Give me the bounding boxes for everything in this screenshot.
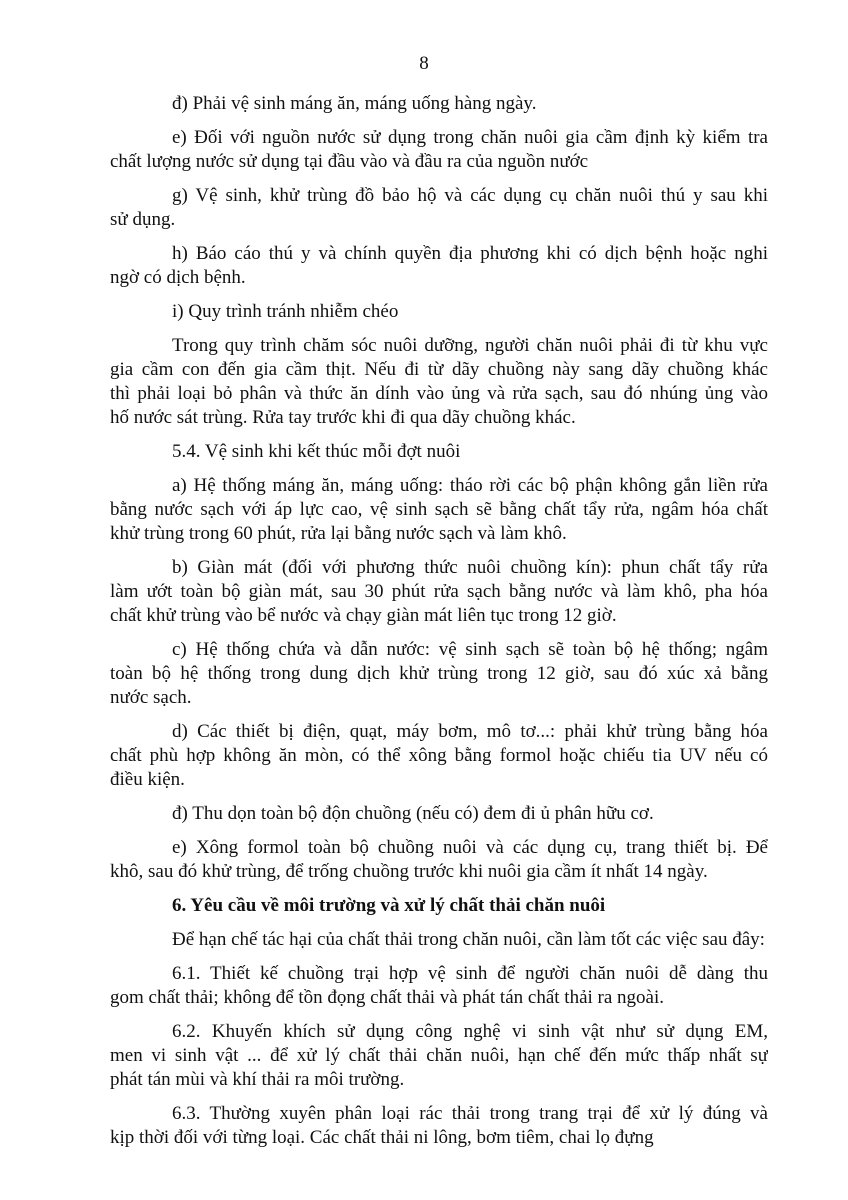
paragraph xyxy=(110,720,768,792)
text-line: hố nước sát trùng. Rửa tay trước khi đi qua dãy chuồng khác. xyxy=(110,407,576,428)
paragraph xyxy=(110,334,768,430)
paragraph xyxy=(110,1020,768,1092)
text-line: kịp thời đối với từng loại. Các chất thải ni lông, bơm tiêm, chai lọ đựng xyxy=(110,1127,654,1148)
page-number: 8 xyxy=(419,53,429,74)
text-line: chất khử trùng vào bể nước và chạy giàn mát liên tục trong 12 giờ. xyxy=(110,605,617,626)
text-line: chất lượng nước sử dụng tại đầu vào và đầu ra của nguồn nước xyxy=(110,151,589,172)
text-line: Trong quy trình chăm sóc nuôi dưỡng, người chăn nuôi phải đi từ khu vực xyxy=(172,335,768,356)
paragraph xyxy=(110,242,768,290)
paragraph xyxy=(110,126,768,174)
text-line: 6.2. Khuyến khích sử dụng công nghệ vi sinh vật như sử dụng EM, xyxy=(172,1021,768,1042)
text-line: sử dụng. xyxy=(110,209,176,230)
text-line: 5.4. Vệ sinh khi kết thúc mỗi đợt nuôi xyxy=(172,441,461,462)
text-line: d) Các thiết bị điện, quạt, máy bơm, mô tơ...: phải khử trùng bằng hóa xyxy=(172,721,768,742)
paragraph xyxy=(110,184,768,232)
paragraph xyxy=(110,638,768,710)
paragraph xyxy=(110,556,768,628)
text-line: làm ướt toàn bộ giàn mát, sau 30 phút rửa sạch bằng nước và làm khô, pha hóa xyxy=(110,581,768,602)
text-line: phát tán mùi và khí thải ra môi trường. xyxy=(110,1069,405,1090)
paragraph xyxy=(110,802,768,826)
paragraph xyxy=(110,440,768,464)
text-line: đ) Thu dọn toàn bộ độn chuồng (nếu có) đem đi ủ phân hữu cơ. xyxy=(172,803,654,824)
text-line: toàn bộ hệ thống trong dung dịch khử trùng trong 12 giờ, sau đó xúc xả bằng xyxy=(110,663,768,684)
text-line: c) Hệ thống chứa và dẫn nước: vệ sinh sạch sẽ toàn bộ hệ thống; ngâm xyxy=(172,639,768,660)
text-line: 6. Yêu cầu về môi trường và xử lý chất thải chăn nuôi xyxy=(172,895,606,916)
document-body xyxy=(110,92,768,1160)
text-line: g) Vệ sinh, khử trùng đồ bảo hộ và các dụng cụ chăn nuôi thú y sau khi xyxy=(172,185,768,206)
text-line: e) Đối với nguồn nước sử dụng trong chăn nuôi gia cầm định kỳ kiểm tra xyxy=(172,127,768,148)
text-line: gom chất thải; không để tồn đọng chất thải và phát tán chất thải ra ngoài. xyxy=(110,987,665,1008)
paragraph xyxy=(110,92,768,116)
text-line: ngờ có dịch bệnh. xyxy=(110,267,246,288)
text-line: b) Giàn mát (đối với phương thức nuôi chuồng kín): phun chất tẩy rửa xyxy=(172,557,768,578)
text-line: 6.3. Thường xuyên phân loại rác thải trong trang trại để xử lý đúng và xyxy=(172,1103,768,1124)
text-line: điều kiện. xyxy=(110,769,185,790)
text-line: khử trùng trong 60 phút, rửa lại bằng nước sạch và làm khô. xyxy=(110,523,567,544)
text-line: đ) Phải vệ sinh máng ăn, máng uống hàng ngày. xyxy=(172,93,537,114)
text-line: chất phù hợp không ăn mòn, có thể xông bằng formol hoặc chiếu tia UV nếu có xyxy=(110,745,768,766)
paragraph xyxy=(110,836,768,884)
paragraph xyxy=(110,474,768,546)
paragraph xyxy=(110,1102,768,1150)
paragraph xyxy=(110,928,768,952)
text-line: h) Báo cáo thú y và chính quyền địa phương khi có dịch bệnh hoặc nghi xyxy=(172,243,768,264)
text-line: thì phải loại bỏ phân và thức ăn dính vào ủng và rửa sạch, sau đó nhúng ủng vào xyxy=(110,383,768,404)
text-line: e) Xông formol toàn bộ chuồng nuôi và các dụng cụ, trang thiết bị. Để xyxy=(172,837,768,858)
text-line: nước sạch. xyxy=(110,687,192,708)
text-line: khô, sau đó khử trùng, để trống chuồng trước khi nuôi gia cầm ít nhất 14 ngày. xyxy=(110,861,708,882)
section-heading xyxy=(110,894,768,918)
text-line: Để hạn chế tác hại của chất thải trong chăn nuôi, cần làm tốt các việc sau đây: xyxy=(172,929,765,950)
text-line: 6.1. Thiết kế chuồng trại hợp vệ sinh để người chăn nuôi dễ dàng thu xyxy=(172,963,768,984)
paragraph xyxy=(110,300,768,324)
text-line: bằng nước sạch với áp lực cao, vệ sinh sạch sẽ bằng chất tẩy rửa, ngâm hóa chất xyxy=(110,499,768,520)
text-line: i) Quy trình tránh nhiễm chéo xyxy=(172,301,399,322)
paragraph xyxy=(110,962,768,1010)
text-line: men vi sinh vật ... để xử lý chất thải chăn nuôi, hạn chế đến mức thấp nhất sự xyxy=(110,1045,768,1066)
text-line: gia cầm con đến gia cầm thịt. Nếu đi từ dãy chuồng này sang dãy chuồng khác xyxy=(110,359,768,380)
text-line: a) Hệ thống máng ăn, máng uống: tháo rời các bộ phận không gắn liền rửa xyxy=(172,475,768,496)
